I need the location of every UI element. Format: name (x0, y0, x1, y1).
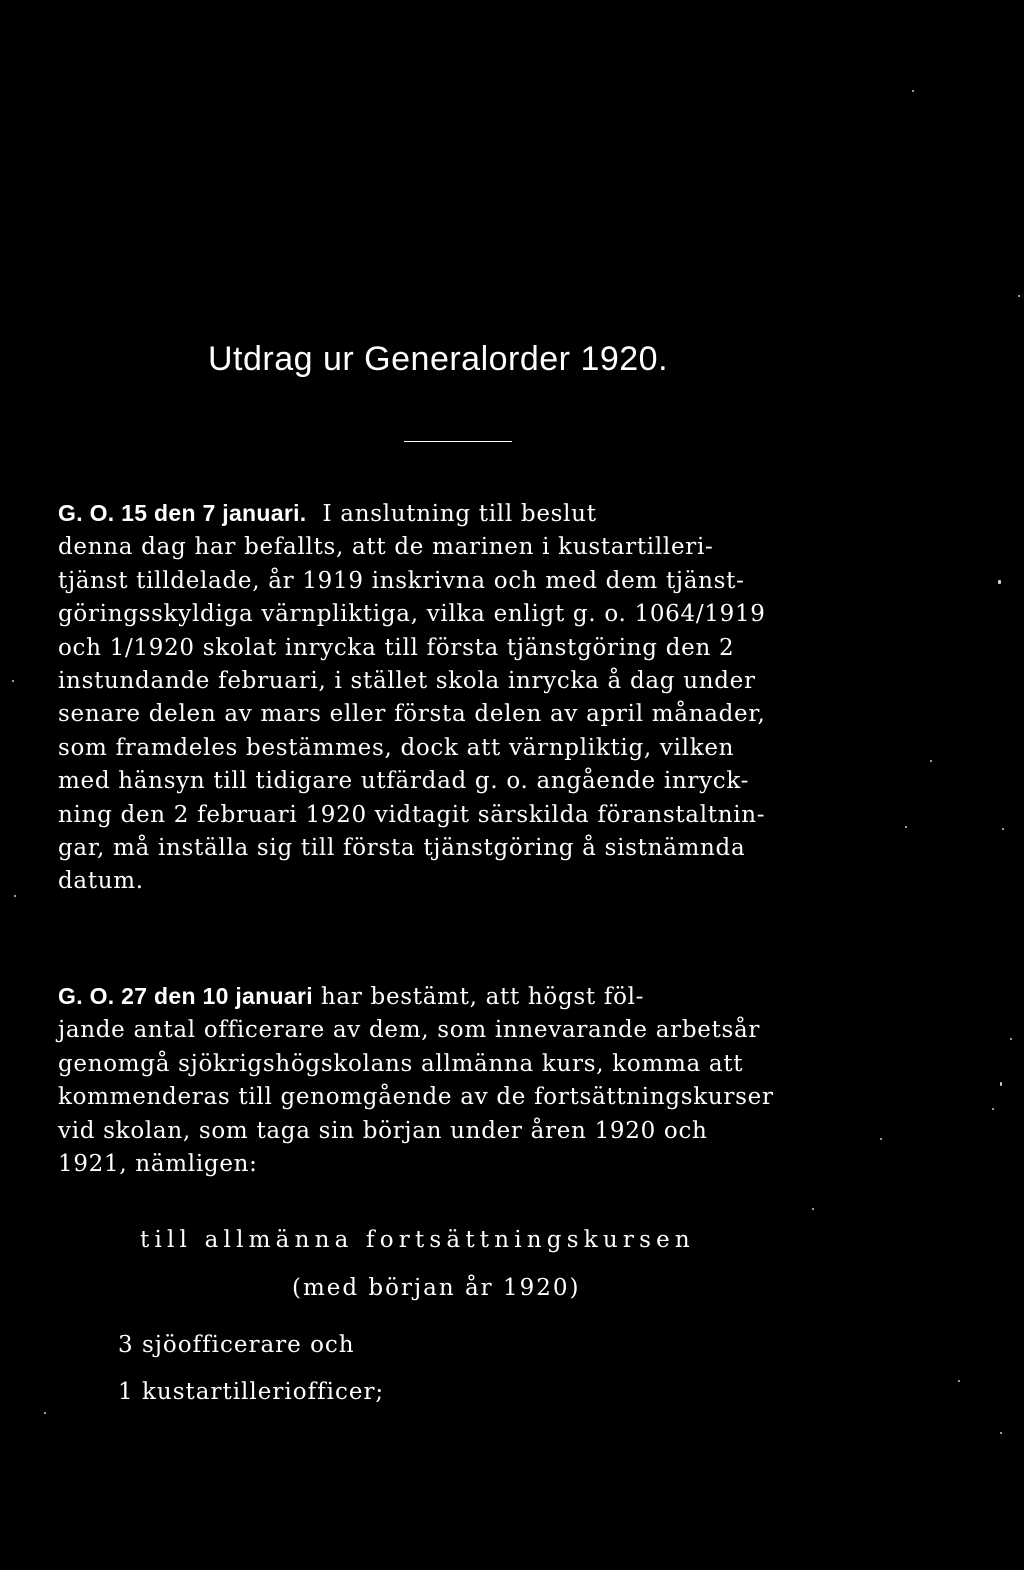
text-line: tjänst tilldelade, år 1919 inskrivna och med dem tjänst- (58, 567, 745, 594)
text-line: ning den 2 februari 1920 vidtagit särskilda föranstaltnin- (58, 801, 766, 828)
text-line: I anslutning till beslut (322, 501, 597, 527)
scan-speck (998, 580, 1001, 584)
order-paragraph-2 (58, 980, 856, 1181)
scan-speck (14, 895, 16, 897)
order-2-heading: G. O. 27 den 10 januari (58, 983, 313, 1009)
text-line: gar, må inställa sig till första tjänstgöring å sistnämnda (58, 835, 746, 862)
text-line: jande antal officerare av dem, som innevarande arbetsår (58, 1017, 761, 1044)
order-1-heading: G. O. 15 den 7 januari. (58, 500, 307, 526)
course-list-item: 3 sjöofficerare och (118, 1332, 355, 1358)
text-line: instundande februari, i stället skola inrycka å dag under (58, 668, 756, 695)
text-line: vid skolan, som taga sin början under åren 1920 och (58, 1117, 708, 1144)
text-line: denna dag har befallts, att de marinen i kustartilleri- (58, 534, 714, 561)
scan-speck (992, 1108, 994, 1110)
order-1-first-line (58, 497, 856, 531)
text-line: datum. (58, 868, 144, 895)
scan-speck (880, 1138, 882, 1140)
page-title: Utdrag ur Generalorder 1920. (208, 340, 669, 378)
scan-speck (1000, 1082, 1002, 1086)
scan-speck (905, 826, 907, 828)
scan-speck (1010, 1038, 1012, 1040)
title-divider (404, 441, 512, 442)
scan-speck (912, 90, 914, 92)
scan-speck (1002, 828, 1004, 830)
order-2-first-line (58, 980, 856, 1014)
scan-speck (1018, 295, 1020, 297)
scan-speck (1000, 1432, 1002, 1434)
scan-speck (958, 1380, 960, 1382)
scan-speck (12, 680, 14, 682)
order-paragraph-1 (58, 497, 856, 899)
course-subheading: (med början år 1920) (292, 1275, 581, 1301)
scan-speck (44, 1412, 46, 1414)
course-list-item: 1 kustartilleriofficer; (118, 1379, 385, 1405)
text-line: 1921, nämligen: (58, 1151, 258, 1178)
course-heading: till allmänna fortsättningskursen (140, 1227, 695, 1253)
text-line: göringsskyldiga värnpliktiga, vilka enligt g. o. 1064/1919 (58, 601, 766, 628)
scan-speck (812, 1208, 814, 1210)
text-line: som framdeles bestämmes, dock att värnpliktig, vilken (58, 734, 735, 761)
text-line: har bestämt, att högst föl- (320, 984, 645, 1010)
text-line: genomgå sjökrigshögskolans allmänna kurs, komma att (58, 1050, 744, 1077)
text-line: och 1/1920 skolat inrycka till första tjänstgöring den 2 (58, 634, 735, 661)
text-line: senare delen av mars eller första delen av april månader, (58, 701, 766, 728)
text-line: med hänsyn till tidigare utfärdad g. o. angående inryck- (58, 768, 750, 795)
scan-speck (930, 760, 932, 762)
text-line: kommenderas till genomgående av de fortsättningskurser (58, 1084, 774, 1111)
